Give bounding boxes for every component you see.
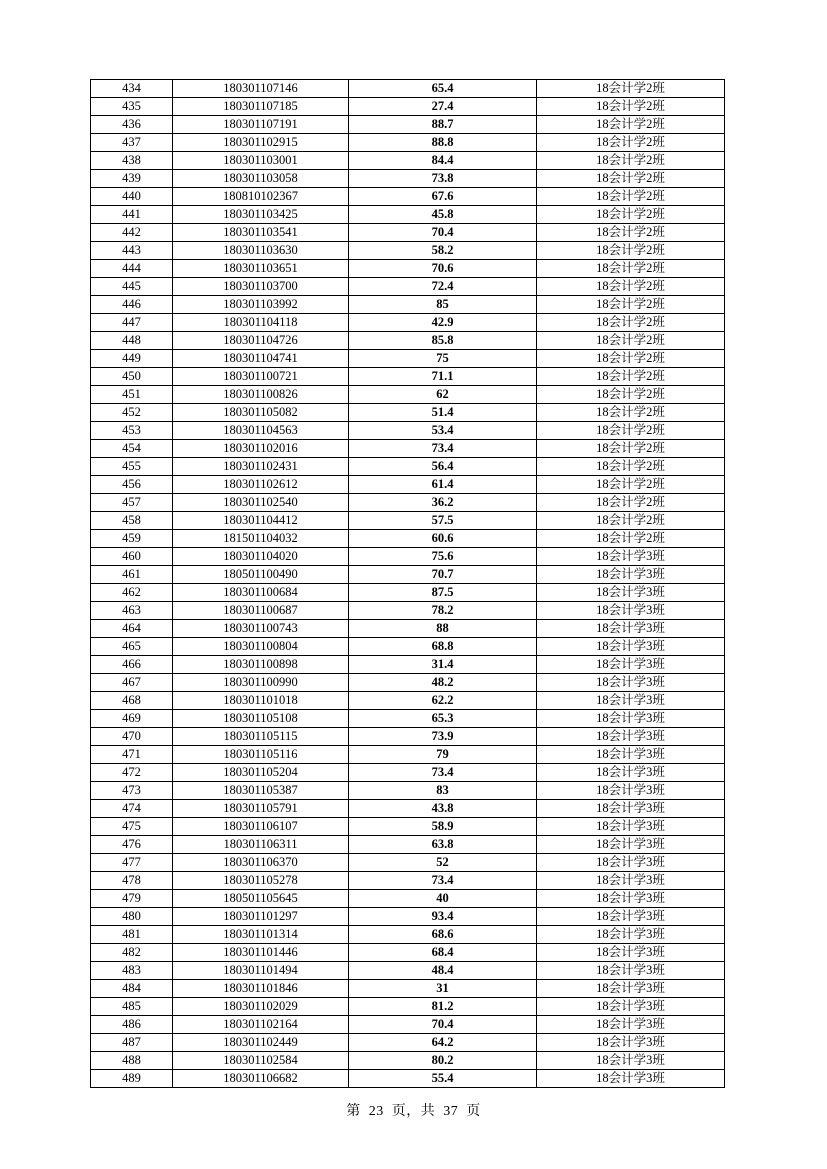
class-name-cell: 18会计学3班 bbox=[537, 602, 725, 620]
class-name-cell: 18会计学3班 bbox=[537, 1016, 725, 1034]
score-table bbox=[90, 79, 725, 1088]
row-number-cell: 487 bbox=[91, 1034, 173, 1052]
student-id-cell: 180301100804 bbox=[173, 638, 349, 656]
row-number-cell: 451 bbox=[91, 386, 173, 404]
score-cell: 36.2 bbox=[349, 494, 537, 512]
class-name-cell: 18会计学3班 bbox=[537, 656, 725, 674]
class-name-cell: 18会计学3班 bbox=[537, 710, 725, 728]
row-number-cell: 461 bbox=[91, 566, 173, 584]
class-name-cell: 18会计学2班 bbox=[537, 440, 725, 458]
score-cell: 71.1 bbox=[349, 368, 537, 386]
student-id-cell: 180301102016 bbox=[173, 440, 349, 458]
table-row bbox=[91, 980, 725, 998]
table-row bbox=[91, 872, 725, 890]
class-name-cell: 18会计学3班 bbox=[537, 1070, 725, 1088]
row-number-cell: 459 bbox=[91, 530, 173, 548]
class-name-cell: 18会计学3班 bbox=[537, 584, 725, 602]
row-number-cell: 441 bbox=[91, 206, 173, 224]
score-cell: 65.3 bbox=[349, 710, 537, 728]
table-body bbox=[91, 80, 725, 1088]
table-row bbox=[91, 98, 725, 116]
score-cell: 73.4 bbox=[349, 440, 537, 458]
row-number-cell: 465 bbox=[91, 638, 173, 656]
row-number-cell: 472 bbox=[91, 764, 173, 782]
student-id-cell: 180301105108 bbox=[173, 710, 349, 728]
score-cell: 73.4 bbox=[349, 764, 537, 782]
student-id-cell: 180301104020 bbox=[173, 548, 349, 566]
class-name-cell: 18会计学3班 bbox=[537, 890, 725, 908]
score-cell: 93.4 bbox=[349, 908, 537, 926]
row-number-cell: 460 bbox=[91, 548, 173, 566]
score-cell: 75.6 bbox=[349, 548, 537, 566]
class-name-cell: 18会计学2班 bbox=[537, 296, 725, 314]
table-row bbox=[91, 278, 725, 296]
row-number-cell: 463 bbox=[91, 602, 173, 620]
score-cell: 61.4 bbox=[349, 476, 537, 494]
table-row bbox=[91, 728, 725, 746]
score-cell: 85.8 bbox=[349, 332, 537, 350]
table-row bbox=[91, 890, 725, 908]
student-id-cell: 180301101297 bbox=[173, 908, 349, 926]
table-row bbox=[91, 440, 725, 458]
row-number-cell: 469 bbox=[91, 710, 173, 728]
table-row bbox=[91, 134, 725, 152]
score-cell: 72.4 bbox=[349, 278, 537, 296]
class-name-cell: 18会计学3班 bbox=[537, 638, 725, 656]
score-cell: 87.5 bbox=[349, 584, 537, 602]
row-number-cell: 470 bbox=[91, 728, 173, 746]
row-number-cell: 482 bbox=[91, 944, 173, 962]
score-cell: 88.7 bbox=[349, 116, 537, 134]
table-row bbox=[91, 1052, 725, 1070]
class-name-cell: 18会计学2班 bbox=[537, 170, 725, 188]
score-cell: 48.2 bbox=[349, 674, 537, 692]
score-cell: 58.9 bbox=[349, 818, 537, 836]
student-id-cell: 180301105082 bbox=[173, 404, 349, 422]
score-cell: 58.2 bbox=[349, 242, 537, 260]
class-name-cell: 18会计学2班 bbox=[537, 476, 725, 494]
table-row bbox=[91, 476, 725, 494]
class-name-cell: 18会计学3班 bbox=[537, 980, 725, 998]
row-number-cell: 478 bbox=[91, 872, 173, 890]
student-id-cell: 180301103992 bbox=[173, 296, 349, 314]
row-number-cell: 446 bbox=[91, 296, 173, 314]
student-id-cell: 180301107191 bbox=[173, 116, 349, 134]
table-row bbox=[91, 746, 725, 764]
table-row bbox=[91, 332, 725, 350]
student-id-cell: 180301106370 bbox=[173, 854, 349, 872]
student-id-cell: 180301100684 bbox=[173, 584, 349, 602]
score-cell: 88 bbox=[349, 620, 537, 638]
score-cell: 64.2 bbox=[349, 1034, 537, 1052]
class-name-cell: 18会计学2班 bbox=[537, 314, 725, 332]
table-row bbox=[91, 512, 725, 530]
table-row bbox=[91, 368, 725, 386]
student-id-cell: 180301104563 bbox=[173, 422, 349, 440]
score-cell: 68.8 bbox=[349, 638, 537, 656]
footer-current-page: 23 bbox=[368, 1104, 384, 1119]
student-id-cell: 180301103700 bbox=[173, 278, 349, 296]
row-number-cell: 435 bbox=[91, 98, 173, 116]
row-number-cell: 462 bbox=[91, 584, 173, 602]
row-number-cell: 457 bbox=[91, 494, 173, 512]
student-id-cell: 180301106107 bbox=[173, 818, 349, 836]
row-number-cell: 443 bbox=[91, 242, 173, 260]
student-id-cell: 180301102584 bbox=[173, 1052, 349, 1070]
table-row bbox=[91, 242, 725, 260]
class-name-cell: 18会计学2班 bbox=[537, 386, 725, 404]
student-id-cell: 180301107146 bbox=[173, 80, 349, 98]
student-id-cell: 180301104412 bbox=[173, 512, 349, 530]
score-cell: 53.4 bbox=[349, 422, 537, 440]
student-id-cell: 180301101018 bbox=[173, 692, 349, 710]
class-name-cell: 18会计学3班 bbox=[537, 1034, 725, 1052]
student-id-cell: 180301103630 bbox=[173, 242, 349, 260]
table-row bbox=[91, 458, 725, 476]
score-cell: 83 bbox=[349, 782, 537, 800]
score-cell: 73.8 bbox=[349, 170, 537, 188]
row-number-cell: 474 bbox=[91, 800, 173, 818]
score-cell: 70.4 bbox=[349, 1016, 537, 1034]
student-id-cell: 180301100826 bbox=[173, 386, 349, 404]
class-name-cell: 18会计学3班 bbox=[537, 1052, 725, 1070]
student-id-cell: 180301103425 bbox=[173, 206, 349, 224]
row-number-cell: 449 bbox=[91, 350, 173, 368]
table-row bbox=[91, 602, 725, 620]
student-id-cell: 181501104032 bbox=[173, 530, 349, 548]
score-cell: 27.4 bbox=[349, 98, 537, 116]
score-cell: 56.4 bbox=[349, 458, 537, 476]
score-cell: 79 bbox=[349, 746, 537, 764]
row-number-cell: 458 bbox=[91, 512, 173, 530]
row-number-cell: 450 bbox=[91, 368, 173, 386]
student-id-cell: 180301104726 bbox=[173, 332, 349, 350]
table-row bbox=[91, 350, 725, 368]
table-row bbox=[91, 422, 725, 440]
score-cell: 60.6 bbox=[349, 530, 537, 548]
student-id-cell: 180301105387 bbox=[173, 782, 349, 800]
table-row bbox=[91, 566, 725, 584]
class-name-cell: 18会计学2班 bbox=[537, 530, 725, 548]
row-number-cell: 444 bbox=[91, 260, 173, 278]
student-id-cell: 180301100721 bbox=[173, 368, 349, 386]
class-name-cell: 18会计学2班 bbox=[537, 332, 725, 350]
student-id-cell: 180301101846 bbox=[173, 980, 349, 998]
row-number-cell: 481 bbox=[91, 926, 173, 944]
table-row bbox=[91, 260, 725, 278]
student-id-cell: 180301102449 bbox=[173, 1034, 349, 1052]
row-number-cell: 464 bbox=[91, 620, 173, 638]
score-cell: 78.2 bbox=[349, 602, 537, 620]
table-row bbox=[91, 764, 725, 782]
row-number-cell: 468 bbox=[91, 692, 173, 710]
score-cell: 45.8 bbox=[349, 206, 537, 224]
student-id-cell: 180301100898 bbox=[173, 656, 349, 674]
row-number-cell: 454 bbox=[91, 440, 173, 458]
score-cell: 75 bbox=[349, 350, 537, 368]
row-number-cell: 439 bbox=[91, 170, 173, 188]
row-number-cell: 476 bbox=[91, 836, 173, 854]
class-name-cell: 18会计学2班 bbox=[537, 494, 725, 512]
class-name-cell: 18会计学2班 bbox=[537, 152, 725, 170]
class-name-cell: 18会计学2班 bbox=[537, 206, 725, 224]
row-number-cell: 466 bbox=[91, 656, 173, 674]
student-id-cell: 180301105116 bbox=[173, 746, 349, 764]
table-row bbox=[91, 620, 725, 638]
row-number-cell: 467 bbox=[91, 674, 173, 692]
score-cell: 88.8 bbox=[349, 134, 537, 152]
table-row bbox=[91, 638, 725, 656]
table-row bbox=[91, 170, 725, 188]
class-name-cell: 18会计学2班 bbox=[537, 458, 725, 476]
table-row bbox=[91, 548, 725, 566]
class-name-cell: 18会计学3班 bbox=[537, 548, 725, 566]
class-name-cell: 18会计学2班 bbox=[537, 404, 725, 422]
row-number-cell: 477 bbox=[91, 854, 173, 872]
table-row bbox=[91, 80, 725, 98]
table-row bbox=[91, 818, 725, 836]
class-name-cell: 18会计学2班 bbox=[537, 350, 725, 368]
row-number-cell: 484 bbox=[91, 980, 173, 998]
student-id-cell: 180301101494 bbox=[173, 962, 349, 980]
class-name-cell: 18会计学3班 bbox=[537, 872, 725, 890]
row-number-cell: 488 bbox=[91, 1052, 173, 1070]
class-name-cell: 18会计学2班 bbox=[537, 224, 725, 242]
student-id-cell: 180301100990 bbox=[173, 674, 349, 692]
class-name-cell: 18会计学2班 bbox=[537, 134, 725, 152]
score-cell: 85 bbox=[349, 296, 537, 314]
row-number-cell: 479 bbox=[91, 890, 173, 908]
row-number-cell: 437 bbox=[91, 134, 173, 152]
class-name-cell: 18会计学3班 bbox=[537, 728, 725, 746]
student-id-cell: 180301105115 bbox=[173, 728, 349, 746]
table-row bbox=[91, 1070, 725, 1088]
table-row bbox=[91, 584, 725, 602]
row-number-cell: 440 bbox=[91, 188, 173, 206]
student-id-cell: 180301103001 bbox=[173, 152, 349, 170]
footer-prefix: 第 bbox=[346, 1104, 361, 1119]
page-footer bbox=[0, 1100, 827, 1120]
class-name-cell: 18会计学2班 bbox=[537, 512, 725, 530]
score-cell: 80.2 bbox=[349, 1052, 537, 1070]
score-cell: 70.6 bbox=[349, 260, 537, 278]
table-row bbox=[91, 188, 725, 206]
score-cell: 42.9 bbox=[349, 314, 537, 332]
row-number-cell: 447 bbox=[91, 314, 173, 332]
row-number-cell: 455 bbox=[91, 458, 173, 476]
class-name-cell: 18会计学3班 bbox=[537, 854, 725, 872]
row-number-cell: 448 bbox=[91, 332, 173, 350]
table-row bbox=[91, 836, 725, 854]
score-cell: 57.5 bbox=[349, 512, 537, 530]
table-row bbox=[91, 944, 725, 962]
class-name-cell: 18会计学3班 bbox=[537, 926, 725, 944]
table-row bbox=[91, 854, 725, 872]
table-row bbox=[91, 224, 725, 242]
table-row bbox=[91, 998, 725, 1016]
class-name-cell: 18会计学3班 bbox=[537, 782, 725, 800]
class-name-cell: 18会计学2班 bbox=[537, 98, 725, 116]
class-name-cell: 18会计学3班 bbox=[537, 818, 725, 836]
student-id-cell: 180301102612 bbox=[173, 476, 349, 494]
row-number-cell: 445 bbox=[91, 278, 173, 296]
row-number-cell: 442 bbox=[91, 224, 173, 242]
row-number-cell: 489 bbox=[91, 1070, 173, 1088]
score-cell: 48.4 bbox=[349, 962, 537, 980]
score-cell: 70.4 bbox=[349, 224, 537, 242]
score-cell: 51.4 bbox=[349, 404, 537, 422]
table-row bbox=[91, 656, 725, 674]
table-row bbox=[91, 404, 725, 422]
score-cell: 73.4 bbox=[349, 872, 537, 890]
student-id-cell: 180301101314 bbox=[173, 926, 349, 944]
table-row bbox=[91, 674, 725, 692]
table-row bbox=[91, 1034, 725, 1052]
class-name-cell: 18会计学2班 bbox=[537, 116, 725, 134]
footer-total-pages: 37 bbox=[443, 1104, 459, 1119]
student-id-cell: 180301100687 bbox=[173, 602, 349, 620]
student-id-cell: 180301102540 bbox=[173, 494, 349, 512]
table-row bbox=[91, 710, 725, 728]
student-id-cell: 180810102367 bbox=[173, 188, 349, 206]
class-name-cell: 18会计学3班 bbox=[537, 692, 725, 710]
row-number-cell: 483 bbox=[91, 962, 173, 980]
row-number-cell: 480 bbox=[91, 908, 173, 926]
student-id-cell: 180301105791 bbox=[173, 800, 349, 818]
table-row bbox=[91, 800, 725, 818]
table-row bbox=[91, 1016, 725, 1034]
row-number-cell: 471 bbox=[91, 746, 173, 764]
class-name-cell: 18会计学2班 bbox=[537, 368, 725, 386]
student-id-cell: 180301100743 bbox=[173, 620, 349, 638]
table-row bbox=[91, 386, 725, 404]
student-id-cell: 180301106682 bbox=[173, 1070, 349, 1088]
student-id-cell: 180301102029 bbox=[173, 998, 349, 1016]
row-number-cell: 473 bbox=[91, 782, 173, 800]
class-name-cell: 18会计学3班 bbox=[537, 836, 725, 854]
table-row bbox=[91, 296, 725, 314]
student-id-cell: 180301102164 bbox=[173, 1016, 349, 1034]
table-row bbox=[91, 782, 725, 800]
score-cell: 62 bbox=[349, 386, 537, 404]
score-cell: 43.8 bbox=[349, 800, 537, 818]
footer-suffix: 页 bbox=[466, 1104, 481, 1119]
class-name-cell: 18会计学3班 bbox=[537, 962, 725, 980]
class-name-cell: 18会计学2班 bbox=[537, 278, 725, 296]
class-name-cell: 18会计学2班 bbox=[537, 260, 725, 278]
student-id-cell: 180301107185 bbox=[173, 98, 349, 116]
student-id-cell: 180301105278 bbox=[173, 872, 349, 890]
student-id-cell: 180301103651 bbox=[173, 260, 349, 278]
score-cell: 67.6 bbox=[349, 188, 537, 206]
row-number-cell: 485 bbox=[91, 998, 173, 1016]
class-name-cell: 18会计学3班 bbox=[537, 620, 725, 638]
row-number-cell: 486 bbox=[91, 1016, 173, 1034]
student-id-cell: 180301102915 bbox=[173, 134, 349, 152]
row-number-cell: 452 bbox=[91, 404, 173, 422]
row-number-cell: 434 bbox=[91, 80, 173, 98]
table-row bbox=[91, 530, 725, 548]
score-cell: 81.2 bbox=[349, 998, 537, 1016]
table-row bbox=[91, 206, 725, 224]
score-cell: 84.4 bbox=[349, 152, 537, 170]
table-row bbox=[91, 494, 725, 512]
table-row bbox=[91, 908, 725, 926]
class-name-cell: 18会计学3班 bbox=[537, 746, 725, 764]
table-row bbox=[91, 152, 725, 170]
score-cell: 52 bbox=[349, 854, 537, 872]
class-name-cell: 18会计学2班 bbox=[537, 242, 725, 260]
table-row bbox=[91, 314, 725, 332]
score-cell: 68.6 bbox=[349, 926, 537, 944]
student-id-cell: 180301105204 bbox=[173, 764, 349, 782]
student-id-cell: 180301101446 bbox=[173, 944, 349, 962]
row-number-cell: 456 bbox=[91, 476, 173, 494]
class-name-cell: 18会计学2班 bbox=[537, 80, 725, 98]
table-row bbox=[91, 926, 725, 944]
score-cell: 62.2 bbox=[349, 692, 537, 710]
student-id-cell: 180301104741 bbox=[173, 350, 349, 368]
class-name-cell: 18会计学3班 bbox=[537, 764, 725, 782]
row-number-cell: 475 bbox=[91, 818, 173, 836]
class-name-cell: 18会计学3班 bbox=[537, 800, 725, 818]
class-name-cell: 18会计学3班 bbox=[537, 908, 725, 926]
score-cell: 40 bbox=[349, 890, 537, 908]
student-id-cell: 180301103541 bbox=[173, 224, 349, 242]
table-row bbox=[91, 962, 725, 980]
score-cell: 70.7 bbox=[349, 566, 537, 584]
score-cell: 73.9 bbox=[349, 728, 537, 746]
class-name-cell: 18会计学2班 bbox=[537, 188, 725, 206]
student-id-cell: 180501105645 bbox=[173, 890, 349, 908]
student-id-cell: 180301102431 bbox=[173, 458, 349, 476]
score-cell: 65.4 bbox=[349, 80, 537, 98]
class-name-cell: 18会计学3班 bbox=[537, 566, 725, 584]
score-cell: 68.4 bbox=[349, 944, 537, 962]
student-id-cell: 180301106311 bbox=[173, 836, 349, 854]
class-name-cell: 18会计学3班 bbox=[537, 998, 725, 1016]
score-cell: 31 bbox=[349, 980, 537, 998]
row-number-cell: 438 bbox=[91, 152, 173, 170]
table-row bbox=[91, 692, 725, 710]
row-number-cell: 436 bbox=[91, 116, 173, 134]
student-id-cell: 180501100490 bbox=[173, 566, 349, 584]
class-name-cell: 18会计学2班 bbox=[537, 422, 725, 440]
score-cell: 55.4 bbox=[349, 1070, 537, 1088]
row-number-cell: 453 bbox=[91, 422, 173, 440]
table-row bbox=[91, 116, 725, 134]
score-cell: 63.8 bbox=[349, 836, 537, 854]
footer-middle: 页，共 bbox=[391, 1104, 436, 1119]
student-id-cell: 180301103058 bbox=[173, 170, 349, 188]
score-cell: 31.4 bbox=[349, 656, 537, 674]
class-name-cell: 18会计学3班 bbox=[537, 944, 725, 962]
class-name-cell: 18会计学3班 bbox=[537, 674, 725, 692]
student-id-cell: 180301104118 bbox=[173, 314, 349, 332]
